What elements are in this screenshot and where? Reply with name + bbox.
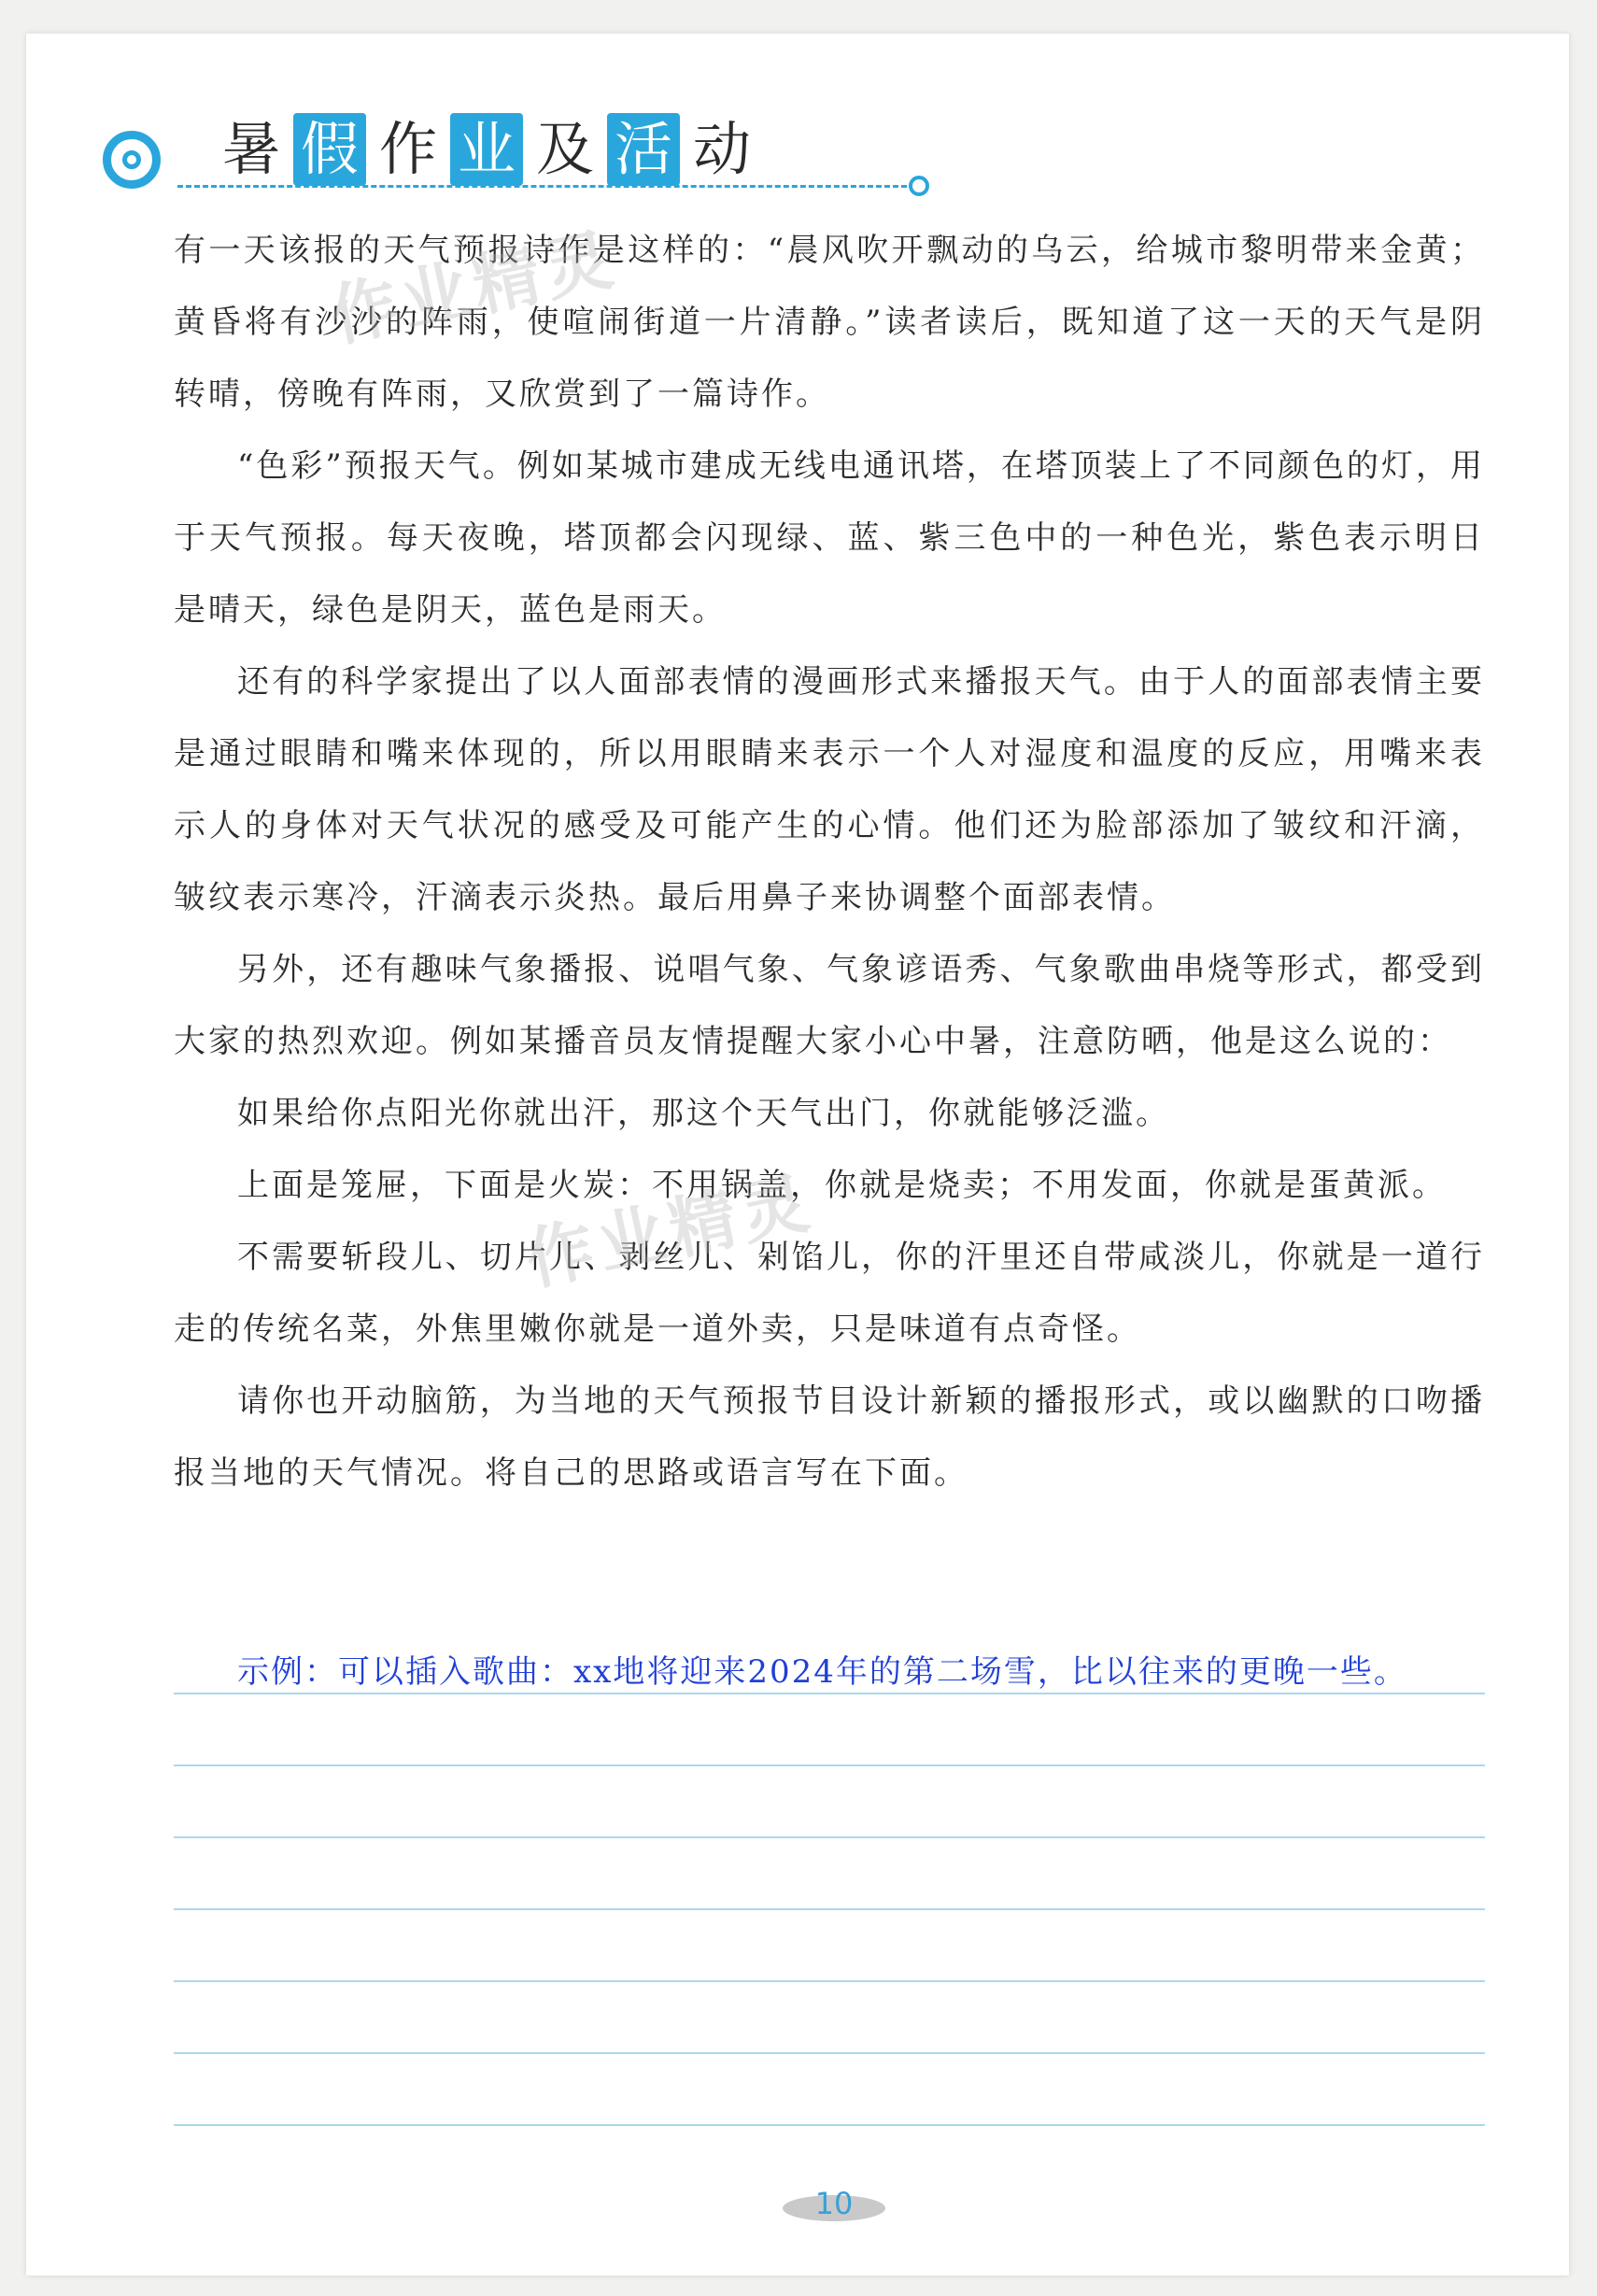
header-char: 动: [692, 115, 751, 183]
answer-line: [174, 1765, 1485, 1766]
header-char: 及: [535, 115, 594, 183]
answer-line: [174, 2124, 1485, 2126]
answer-line: [174, 1980, 1485, 1982]
answer-line: [174, 1836, 1485, 1838]
answer-text: 示例：可以插入歌曲：xx地将迎来2024年的第二场雪，比以往来的更晚一些。: [237, 1653, 1407, 1691]
paragraph: 有一天该报的天气预报诗作是这样的：“晨风吹开飘动的乌云，给城市黎明带来金黄；黄昏将有沙沙的阵雨，使喧闹街道一片清静。”读者读后，既知道了这一天的天气是阴转晴，傍晚有阵雨，又欣赏到了一篇诗作。: [174, 232, 1485, 413]
watermark: 作业精灵: [518, 1162, 821, 1300]
paragraph: “色彩”预报天气。例如某城市建成无线电通讯塔，在塔顶装上了不同颜色的灯，用于天气预报。每天夜晚，塔顶都会闪现绿、蓝、紫三色中的一种色光，紫色表示明日是晴天，绿色是阴天，蓝色是雨天。: [174, 447, 1485, 629]
answer-area: [174, 1637, 1485, 1708]
answer-line: [174, 2052, 1485, 2054]
paragraph: 如果给你点阳光你就出汗，那这个天气出门，你就能够泛滥。: [237, 1095, 1170, 1132]
page-number: 10: [814, 2186, 854, 2221]
header-char: 暑: [221, 115, 280, 183]
paragraph: 上面是笼屉，下面是火炭：不用锅盖，你就是烧卖；不用发面，你就是蛋黄派。: [237, 1167, 1447, 1204]
header-title: [215, 112, 764, 187]
article-body: [174, 215, 1485, 1509]
watermark: 作业精灵: [322, 219, 625, 357]
header-char-highlight: 业: [450, 113, 523, 186]
paragraph: 另外，还有趣味气象播报、说唱气象、气象谚语秀、气象歌曲串烧等形式，都受到大家的热烈欢迎。例如某播音员友情提醒大家小心中暑，注意防晒，他是这么说的：: [174, 951, 1485, 1060]
page-number-badge: [783, 2186, 885, 2223]
answer-line: [174, 1908, 1485, 1910]
header-char-highlight: 假: [293, 113, 366, 186]
paragraph: 还有的科学家提出了以人面部表情的漫画形式来播报天气。由于人的面部表情主要是通过眼睛和嘴来体现的，所以用眼睛来表示一个人对湿度和温度的反应，用嘴来表示人的身体对天气状况的感受及可能产生的心情。他们还为脸部添加了皱纹和汗滴，皱纹表示寒冷，汗滴表示炎热。最后用鼻子来协调整个面部表情。: [174, 663, 1485, 916]
header-dashed-line: [177, 185, 915, 188]
page-header: [93, 103, 859, 206]
target-ring-icon: [103, 131, 161, 189]
circle-end-icon: [909, 176, 929, 196]
prompt-paragraph: 请你也开动脑筋，为当地的天气预报节目设计新颖的播报形式，或以幽默的口吻播报当地的天气情况。将自己的思路或语言写在下面。: [174, 1382, 1485, 1492]
header-char-highlight: 活: [607, 113, 680, 186]
paragraph: 不需要斩段儿、切片儿、剥丝儿、剁馅儿，你的汗里还自带咸淡儿，你就是一道行走的传统名菜，外焦里嫩你就是一道外卖，只是味道有点奇怪。: [174, 1239, 1485, 1348]
header-char: 作: [378, 115, 437, 183]
